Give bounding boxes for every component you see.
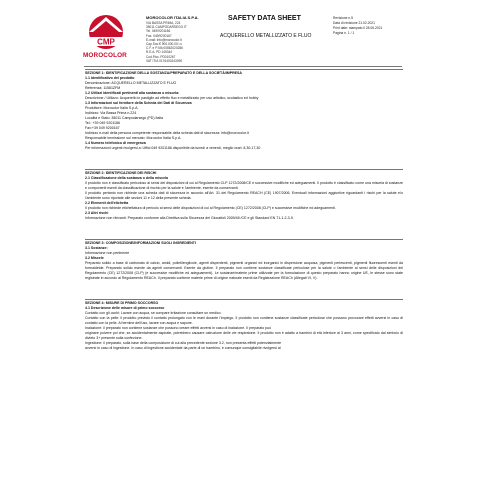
subsection-title: 3.1 Sostanze: xyxy=(85,245,108,250)
text-line: Descrizione / Utilizzo: Acquerello in pastiglie ad effetto fluo e metallizzato per uso artistico, scolastico ed hobby xyxy=(85,95,259,100)
subsection-title: 4.1 Descrizione delle misure di primo soccorso xyxy=(85,305,165,310)
paragraph: Contatto con la pelle: il prodotto previsto il contatto prolungato con le mani durante l'impiego. Il prodotto non contiene sostanze classificate pericolose che possano provocare effetti avversi in caso di contatto con la pelle. Al termine dell'uso, lavare con acqua e sapone. xyxy=(85,315,403,325)
morocolor-logo-icon xyxy=(83,14,129,54)
subsection-title: 2.2 Elementi dell'etichetta xyxy=(85,201,129,206)
text-line: Denominazione: ACQUERELLO METALLIZZATO E FLUO xyxy=(85,80,177,85)
subsection-title: 1.4 Numero telefonico di emergenza xyxy=(85,141,146,146)
revision-info xyxy=(333,16,382,36)
text-line: Per informazioni urgenti rivolgersi a: Uffici 049 9201186 disponibile da lunedì a venerdì, meglio orari: 8,30-17,30 xyxy=(85,146,261,151)
subsection-title: 2.3 Altri rischi xyxy=(85,211,109,216)
product-title: ACQUERELLO METALLIZZATO E FLUO xyxy=(220,33,312,39)
company-address xyxy=(146,21,187,63)
text-line: Inalazione: il preparato non contiene sostanze che possono creare effetti avversi in caso di inalazione. Il preparato può xyxy=(85,325,272,330)
company-line: Tel. 049/9201186 xyxy=(146,29,171,34)
section-title: SEZIONE 1: IDENTIFICAZIONE DELLA SOSTANZA/PREPARATO E DELLA SOCIETÀ/IMPRESA xyxy=(85,69,403,76)
paragraph: Il prodotto non richiede etichettatura di pericolo ai sensi delle disposizioni di cui al Regolamento (CE) 1272/2008 (CLP) e successive modifiche ed adeguamenti. xyxy=(85,206,336,211)
subsection-title: 1.1 Identificativo del prodotto xyxy=(85,75,135,80)
logo-wordmark: MOROCOLOR xyxy=(83,52,127,59)
text-line: Indirizzo e-mail della persona competente responsabile della scheda dati di sicurezza: info@morocolor.it xyxy=(85,131,249,136)
section-4 xyxy=(85,299,403,351)
text-line: Località e Stato: 35011 Campodarsego (PD) Italia xyxy=(85,115,164,120)
subsection-title: 1.2 Utilizzi identificati pertinenti alla sostanza o miscela: xyxy=(85,90,180,95)
logo-mark: CMP xyxy=(97,37,115,47)
text-line: Tel.: +39 049 9201186 xyxy=(85,120,120,125)
subsection-title: 2.1 Classificazione della sostanza o della miscela xyxy=(85,175,168,180)
text-line: Referenza: 11581ZFM xyxy=(85,85,121,90)
document-title: SAFETY DATA SHEET xyxy=(228,15,301,22)
paragraph: Preparato solido a base di carbonato di calcio, amidi, polietilenglicole, agenti disperdenti, pigmenti organici ed inorganici in dispersione acquosa, pigmenti perlescenti, pigmenti fluorescenti esenti da formaldeide. Preparato solido esente da agenti conservanti. Esente da glutine. Il preparato non contiene sostanze classificate pericolose per la salute o l'ambiente ai sensi delle disposizioni del Regolamento (CE) 1272/2008 (CLP) (e successive modifiche ed adeguamenti). Le sostanze/materie prime utilizzate per la formulazione di questo preparato hanno origine UE, le stesse sono state registrate in accordo al Regolamento REACh. Il preparato contiene materie prime di origine naturale esenti da Registrazione REACh (Allegati VI, V). xyxy=(85,260,403,281)
section-3 xyxy=(85,239,403,281)
subsection-title: 3.2 Miscele xyxy=(85,255,104,260)
company-line: VAT ITIA 0176400243090 xyxy=(146,58,183,63)
section-title: SEZIONE 2: IDENTIFICAZIONE DEI RISCHI xyxy=(85,169,403,176)
section-2 xyxy=(85,169,403,221)
section-1 xyxy=(85,69,403,151)
text-line: avversi in caso di ingestione. In caso di ingestione accidentale da parte di un bambino, è comunque consigliabile rivolgersi al xyxy=(85,346,281,351)
text-line: Contatto con gli occhi: Lavare con acqua, se compare irritazione consultare un medico. xyxy=(85,310,222,315)
company-line: VIA BASSA PRIMA, 224 xyxy=(146,21,181,25)
paragraph: originare polvere poi che, se accidentalmente aspirate, potrebbero causare ostruzione delle vie respiratorie. Il prodotto non è adatto a bambini di età inferiore ai 3 anni, come specificato dal simbolo di divieto 3+ presente sulla confezione. xyxy=(85,330,403,340)
document-body xyxy=(85,69,403,351)
paragraph: Il prodotto non è classificato pericoloso ai sensi dei disposizioni di cui al Regolamento CLP 1272/2008/CE e successive modifiche ed adeguamenti. Il prodotto è classificato come una miscela di sostanze e componenti esenti da classificazione di rischio per la salute e l'ambiente, esente da conservanti. xyxy=(85,180,403,190)
company-line: Cod.Fisc. PD010267 xyxy=(146,54,176,59)
company-name: MOROCOLOR ITALIA S.P.A. xyxy=(146,15,199,20)
text-line: Fax:+39 049 9200167 xyxy=(85,126,120,131)
company-line: Cap.Soc.€ 900.000,00 i.v. xyxy=(146,42,183,47)
text-line: Informazione non rilevanti. Preparato conforme alla Direttiva sulla Sicurezza dei Giocattoli 2009/48 /CE e gli Standard EN 71-1-2-3-9. xyxy=(85,216,294,221)
text-line: Ingestione: il preparato, sulla base della composizione di cui alla precedente sezione 3.2, non presenta effetti potenzialmente xyxy=(85,340,282,345)
print-date: Print date: stampato il 28.06.2021 xyxy=(333,26,383,31)
company-line: 35011 CAMPODARSEGO IT xyxy=(146,25,187,30)
header-divider xyxy=(84,66,402,67)
paragraph: Il prodotto pertanto non richiede una scheda dati di sicurezza in accordo all'Art. 31 del Regolamento REACH (CE) 1907/2006. Eventuali informazioni aggiuntive riguardanti i rischi per la salute e/o l'ambiente sono riportate alle sezioni 11 e 12 della presente scheda. xyxy=(85,190,403,200)
text-line: Informazione non pertinente xyxy=(85,250,130,255)
company-line: R.E.A. PD 145344 xyxy=(146,50,173,55)
revision-number: Revisione n.5 xyxy=(333,16,353,20)
company-line: C.F. e P.IVA 00862020286 xyxy=(146,46,183,51)
company-line: E-mail: info@morocolor.it xyxy=(146,37,182,42)
text-line: Indirizzo: Via Bassa Prima n.224 xyxy=(85,110,137,115)
subsection-title: 1.3 Informazioni sul fornitore della Scheda dei Dati di Sicurezza xyxy=(85,100,192,105)
section-title: SEZIONE 3: COMPOSIZIONE/INFORMAZIONI SUGLI INGREDIENTI xyxy=(85,239,403,246)
page-number: Pagina n. 1 / 1 xyxy=(333,31,355,36)
company-line: Fax. 049/9200167 xyxy=(146,33,172,38)
text-line: Responsabile immissione sul mercato: Morocolor Italia S.p.A. xyxy=(85,136,182,141)
section-title: SEZIONE 4: MISURE DI PRIMO SOCCORSO xyxy=(85,299,403,306)
text-line: Produttore: Morocolor Italia S.p.A. xyxy=(85,105,139,110)
revision-date: Data di revisione 21.02.2021 xyxy=(333,21,375,26)
